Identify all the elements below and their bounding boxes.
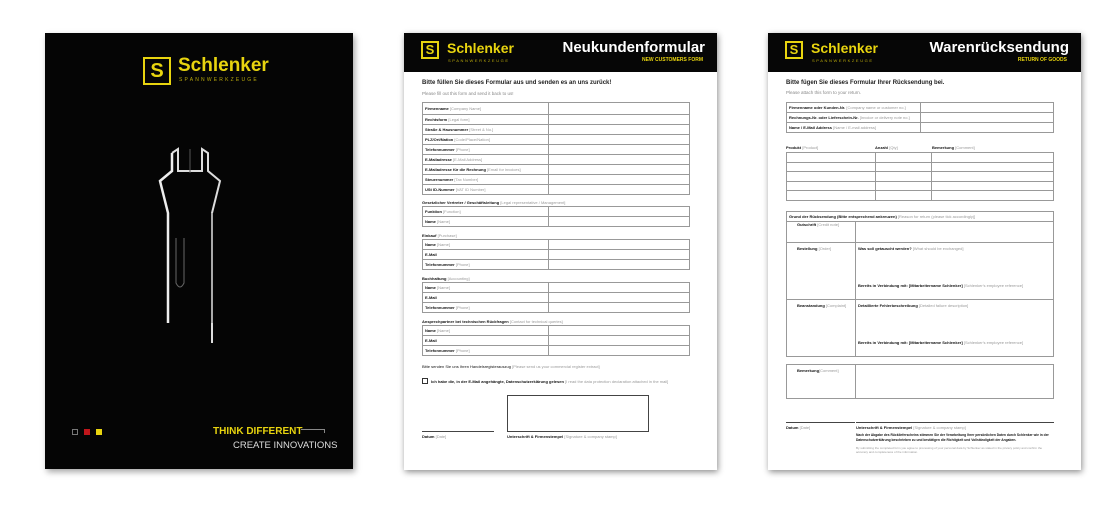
input-field[interactable] — [875, 153, 932, 163]
intro-text-en: Please attach this form to your return. — [786, 90, 862, 95]
form-row — [423, 165, 690, 175]
input-field[interactable] — [932, 181, 1054, 191]
intro-text: Bitte füllen Sie dieses Formular aus und senden es an uns zurück! — [422, 80, 612, 86]
form-row — [423, 103, 690, 115]
product-row — [787, 191, 1054, 201]
section-title: Buchhaltung [Accounting] — [422, 276, 470, 281]
input-field[interactable] — [875, 181, 932, 191]
privacy-checkbox-label: Ich habe die, in der E-Mail angehängte, Datenschutzerklärung gelesen [I read the data protection declaration attached in the mail] — [431, 379, 669, 384]
field-label-en: [Name / E-mail address] — [833, 125, 877, 130]
reason-table: Grund der Rücksendung (Bitte entsprechend ankreuzen) [Reason for return (please tick accordingly)] Gutschrift [Credit note] Bestellung [Order] Was soll getauscht werden? [What should be exchanged] Bereits in Verbindung mit: [Mitarbeitername Schlenker] [Schlenker's employee reference] Beanstandung [Complaint] Detaillierte Fehlerbeschreibung [Detailed failure description] Bereits in Verbindung mit: [Mitarbeitername Schlenker] [Schlenker's employee reference] — [786, 211, 1054, 357]
form-header — [404, 33, 717, 72]
company-table — [422, 102, 690, 195]
decor-line — [301, 429, 325, 433]
swatch-yellow — [96, 429, 102, 435]
swatch-black — [72, 429, 78, 435]
input-field[interactable] — [549, 336, 690, 346]
cover-subline: CREATE INNOVATIONS — [233, 440, 338, 451]
form-row — [423, 283, 690, 293]
field-label: USt ID-Nummer — [425, 187, 455, 192]
section-title: Gesetzlicher Vertreter / Geschäftsleitung [Legal representative / Management] — [422, 200, 566, 205]
brand-tagline: SPANNWERKZEUGE — [179, 77, 259, 83]
field-label-en: [VAT ID Number] — [455, 187, 486, 192]
field-label-en: [Name] — [437, 328, 450, 333]
product-row — [787, 172, 1054, 182]
form-row — [423, 260, 690, 270]
field-label: E-Mail — [425, 295, 437, 300]
form-row — [423, 185, 690, 195]
field-label: Telefonnummer — [425, 305, 455, 310]
field-label: E-Mail — [425, 338, 437, 343]
field-label-en: [Phone] — [455, 348, 470, 353]
product-row — [787, 181, 1054, 191]
field-label-en: [Company name or customer no.] — [846, 105, 906, 110]
input-field[interactable] — [549, 165, 690, 175]
input-field[interactable] — [787, 153, 876, 163]
field-label: Telefonnummer — [425, 147, 455, 152]
input-field[interactable] — [549, 346, 690, 356]
return-goods-form — [768, 33, 1081, 470]
brand-tagline: SPANNWERKZEUGE — [812, 58, 874, 63]
date-label: Datum [Date] — [422, 434, 447, 439]
consent-text: Nach der Abgabe des Rücklieferscheins stimmen Sie der Verarbeitung Ihrer persönlichen Daten durch Schlenker wie in der Datenschutzerklärung beschrieben zu und bestätigen die Richtigkeit und Vollständigkeit der Angaben. — [856, 433, 1049, 442]
field-label-en: [Name] — [437, 219, 450, 224]
brand-name: Schlenker — [447, 40, 514, 56]
product-table — [786, 152, 1054, 201]
input-field[interactable] — [549, 125, 690, 135]
field-label: Steuernummer — [425, 177, 454, 182]
signature-label: Unterschrift & Firmenstempel [Signature & company stamp] — [856, 425, 966, 430]
input-field[interactable] — [787, 191, 876, 201]
field-label: Straße & Hausnummer — [425, 127, 469, 132]
field-label-en: [Invoice or delivery note no.] — [859, 115, 910, 120]
field-label-en: [Phone] — [455, 305, 470, 310]
form-row — [423, 250, 690, 260]
field-label: Rechtsform — [425, 117, 448, 122]
form-row — [423, 336, 690, 346]
input-field[interactable] — [549, 145, 690, 155]
field-label: Rechnungs-Nr. oder Lieferschein-Nr. — [789, 115, 859, 120]
input-field[interactable] — [921, 113, 1054, 123]
swatch-red — [84, 429, 90, 435]
field-label: Telefonnummer — [425, 262, 455, 267]
credit-field[interactable] — [856, 222, 1054, 243]
input-field[interactable] — [875, 172, 932, 182]
form-title: Neukundenformular — [562, 39, 705, 56]
input-field[interactable] — [875, 162, 932, 172]
reason-complaint-row: Beanstandung [Complaint] Detaillierte Fehlerbeschreibung [Detailed failure description] Bereits in Verbindung mit: [Mitarbeitername Schlenker] [Schlenker's employee reference] — [787, 300, 1054, 357]
consent-text-en: By submitting the completed form you agree to processing of your personal data by Schlenker as stated in the privacy policy and confirm the accuracy and completeness of the information. — [856, 446, 1043, 455]
register-note: Bitte senden Sie uns Ihren Handelsregisterauszug [Please send us your commercial register extract] — [422, 364, 600, 369]
logo-icon: S — [785, 41, 803, 59]
form-row — [423, 326, 690, 336]
reason-credit-row: Gutschrift [Credit note] — [787, 222, 1054, 243]
input-field[interactable] — [549, 103, 690, 115]
input-field[interactable] — [549, 250, 690, 260]
input-field[interactable] — [932, 153, 1054, 163]
input-field[interactable] — [549, 185, 690, 195]
field-label-en: [Phone] — [455, 147, 470, 152]
input-field[interactable] — [549, 283, 690, 293]
input-field[interactable] — [932, 172, 1054, 182]
field-label: E-Mail — [425, 252, 437, 257]
logo-icon: S — [143, 57, 171, 85]
input-field[interactable] — [932, 162, 1054, 172]
input-field[interactable] — [549, 217, 690, 227]
header-qty: Anzahl [Qty] — [875, 145, 898, 150]
section-title: Einkauf [Purchase] — [422, 233, 457, 238]
section-table — [422, 206, 690, 227]
signature-line — [856, 422, 1054, 423]
date-line — [422, 431, 494, 432]
field-label: Firmenname — [425, 106, 449, 111]
input-field[interactable] — [549, 260, 690, 270]
field-label-en: [E-Mail Address] — [453, 157, 483, 162]
form-row — [423, 303, 690, 313]
field-label-en: [Code/Place/Nation] — [454, 137, 490, 142]
form-subtitle: NEW CUSTOMERS FORM — [641, 57, 703, 63]
field-label: Name — [425, 242, 436, 247]
field-label-en: [Function] — [443, 209, 461, 214]
field-label: E-Mailadresse — [425, 157, 452, 162]
form-row — [787, 103, 1054, 113]
section-table — [422, 282, 690, 313]
field-label-en: [Phone] — [455, 262, 470, 267]
form-row — [423, 135, 690, 145]
collet-product-image — [150, 143, 250, 343]
form-row — [423, 175, 690, 185]
form-row — [423, 125, 690, 135]
input-field[interactable] — [549, 135, 690, 145]
form-row — [423, 115, 690, 125]
field-label: Telefonnummer — [425, 348, 455, 353]
intro-text-en: Please fill out this form and send it back to us! — [422, 91, 514, 96]
field-label-en: [Company Name] — [449, 106, 482, 111]
form-title: Warenrücksendung — [929, 39, 1069, 56]
form-row — [423, 240, 690, 250]
field-label: PLZ/Ort/Nation — [425, 137, 454, 142]
reason-order-row: Bestellung [Order] Was soll getauscht werden? [What should be exchanged] Bereits in Verbindung mit: [Mitarbeitername Schlenker] [Schlenker's employee reference] — [787, 243, 1054, 300]
section-table — [422, 239, 690, 270]
input-field[interactable] — [921, 123, 1054, 133]
order-field[interactable]: Was soll getauscht werden? [What should be exchanged] Bereits in Verbindung mit: [Mitarbeitername Schlenker] [Schlenker's employee reference] — [856, 243, 1054, 300]
cover-headline: THINK DIFFERENT — [213, 426, 303, 437]
product-row — [787, 162, 1054, 172]
new-customer-form — [404, 33, 717, 470]
field-label-en: [Name] — [437, 285, 450, 290]
date-line — [786, 422, 855, 423]
signature-box[interactable] — [507, 395, 649, 432]
input-field[interactable] — [549, 115, 690, 125]
brochure-cover — [45, 33, 353, 469]
input-field[interactable] — [549, 303, 690, 313]
field-label-en: [Street & No.] — [469, 127, 494, 132]
field-label: Name / E-Mail Address — [789, 125, 832, 130]
field-label-en: [Legal form] — [448, 117, 470, 122]
brand-name: Schlenker — [811, 40, 878, 56]
field-label: Name — [425, 219, 436, 224]
input-field[interactable] — [921, 103, 1054, 113]
section-table — [422, 325, 690, 356]
input-field[interactable] — [549, 207, 690, 217]
field-label-en: [Tax Number] — [454, 177, 479, 182]
logo-icon: S — [421, 41, 439, 59]
date-label: Datum [Date] — [786, 425, 811, 430]
product-row — [787, 153, 1054, 163]
form-row — [423, 293, 690, 303]
form-row — [423, 346, 690, 356]
intro-text: Bitte fügen Sie dieses Formular Ihrer Rücksendung bei. — [786, 80, 945, 86]
input-field[interactable] — [549, 326, 690, 336]
input-field[interactable] — [549, 293, 690, 303]
form-row — [423, 217, 690, 227]
form-header — [768, 33, 1081, 72]
brand-tagline: SPANNWERKZEUGE — [448, 58, 510, 63]
input-field[interactable] — [549, 240, 690, 250]
input-field[interactable] — [787, 172, 876, 182]
signature-label: Unterschrift & Firmenstempel [Signature & company stamp] — [507, 434, 617, 439]
input-field[interactable] — [549, 175, 690, 185]
field-label: Funktion — [425, 209, 442, 214]
form-row — [423, 155, 690, 165]
complaint-field[interactable]: Detaillierte Fehlerbeschreibung [Detailed failure description] Bereits in Verbindung mit: [Mitarbeitername Schlenker] [Schlenker's employee reference] — [856, 300, 1054, 357]
customer-table — [786, 102, 1054, 133]
form-row — [423, 145, 690, 155]
form-row — [787, 113, 1054, 123]
input-field[interactable] — [932, 191, 1054, 201]
header-comment: Bemerkung [Comment] — [932, 145, 975, 150]
field-label-en: [Name] — [437, 242, 450, 247]
section-title: Ansprechpartner bei technischen Rückfragen [Contact for technical queries] — [422, 319, 563, 324]
form-row — [787, 123, 1054, 133]
input-field[interactable] — [549, 155, 690, 165]
input-field[interactable] — [787, 181, 876, 191]
brand-name: Schlenker — [178, 55, 269, 76]
header-product: Produkt [Product] — [786, 145, 819, 150]
field-label: E-Mailadresse für die Rechnung — [425, 167, 486, 172]
field-label: Name — [425, 285, 436, 290]
comment-table: Bemerkung[Comment] — [786, 364, 1054, 399]
comment-field[interactable] — [856, 365, 1054, 399]
privacy-checkbox[interactable] — [422, 378, 428, 384]
input-field[interactable] — [875, 191, 932, 201]
field-label: Firmenname oder Kunden-Nr. — [789, 105, 846, 110]
input-field[interactable] — [787, 162, 876, 172]
field-label-en: [Email for invoices] — [487, 167, 521, 172]
form-row — [423, 207, 690, 217]
form-subtitle: RETURN OF GOODS — [1017, 57, 1067, 63]
field-label: Name — [425, 328, 436, 333]
